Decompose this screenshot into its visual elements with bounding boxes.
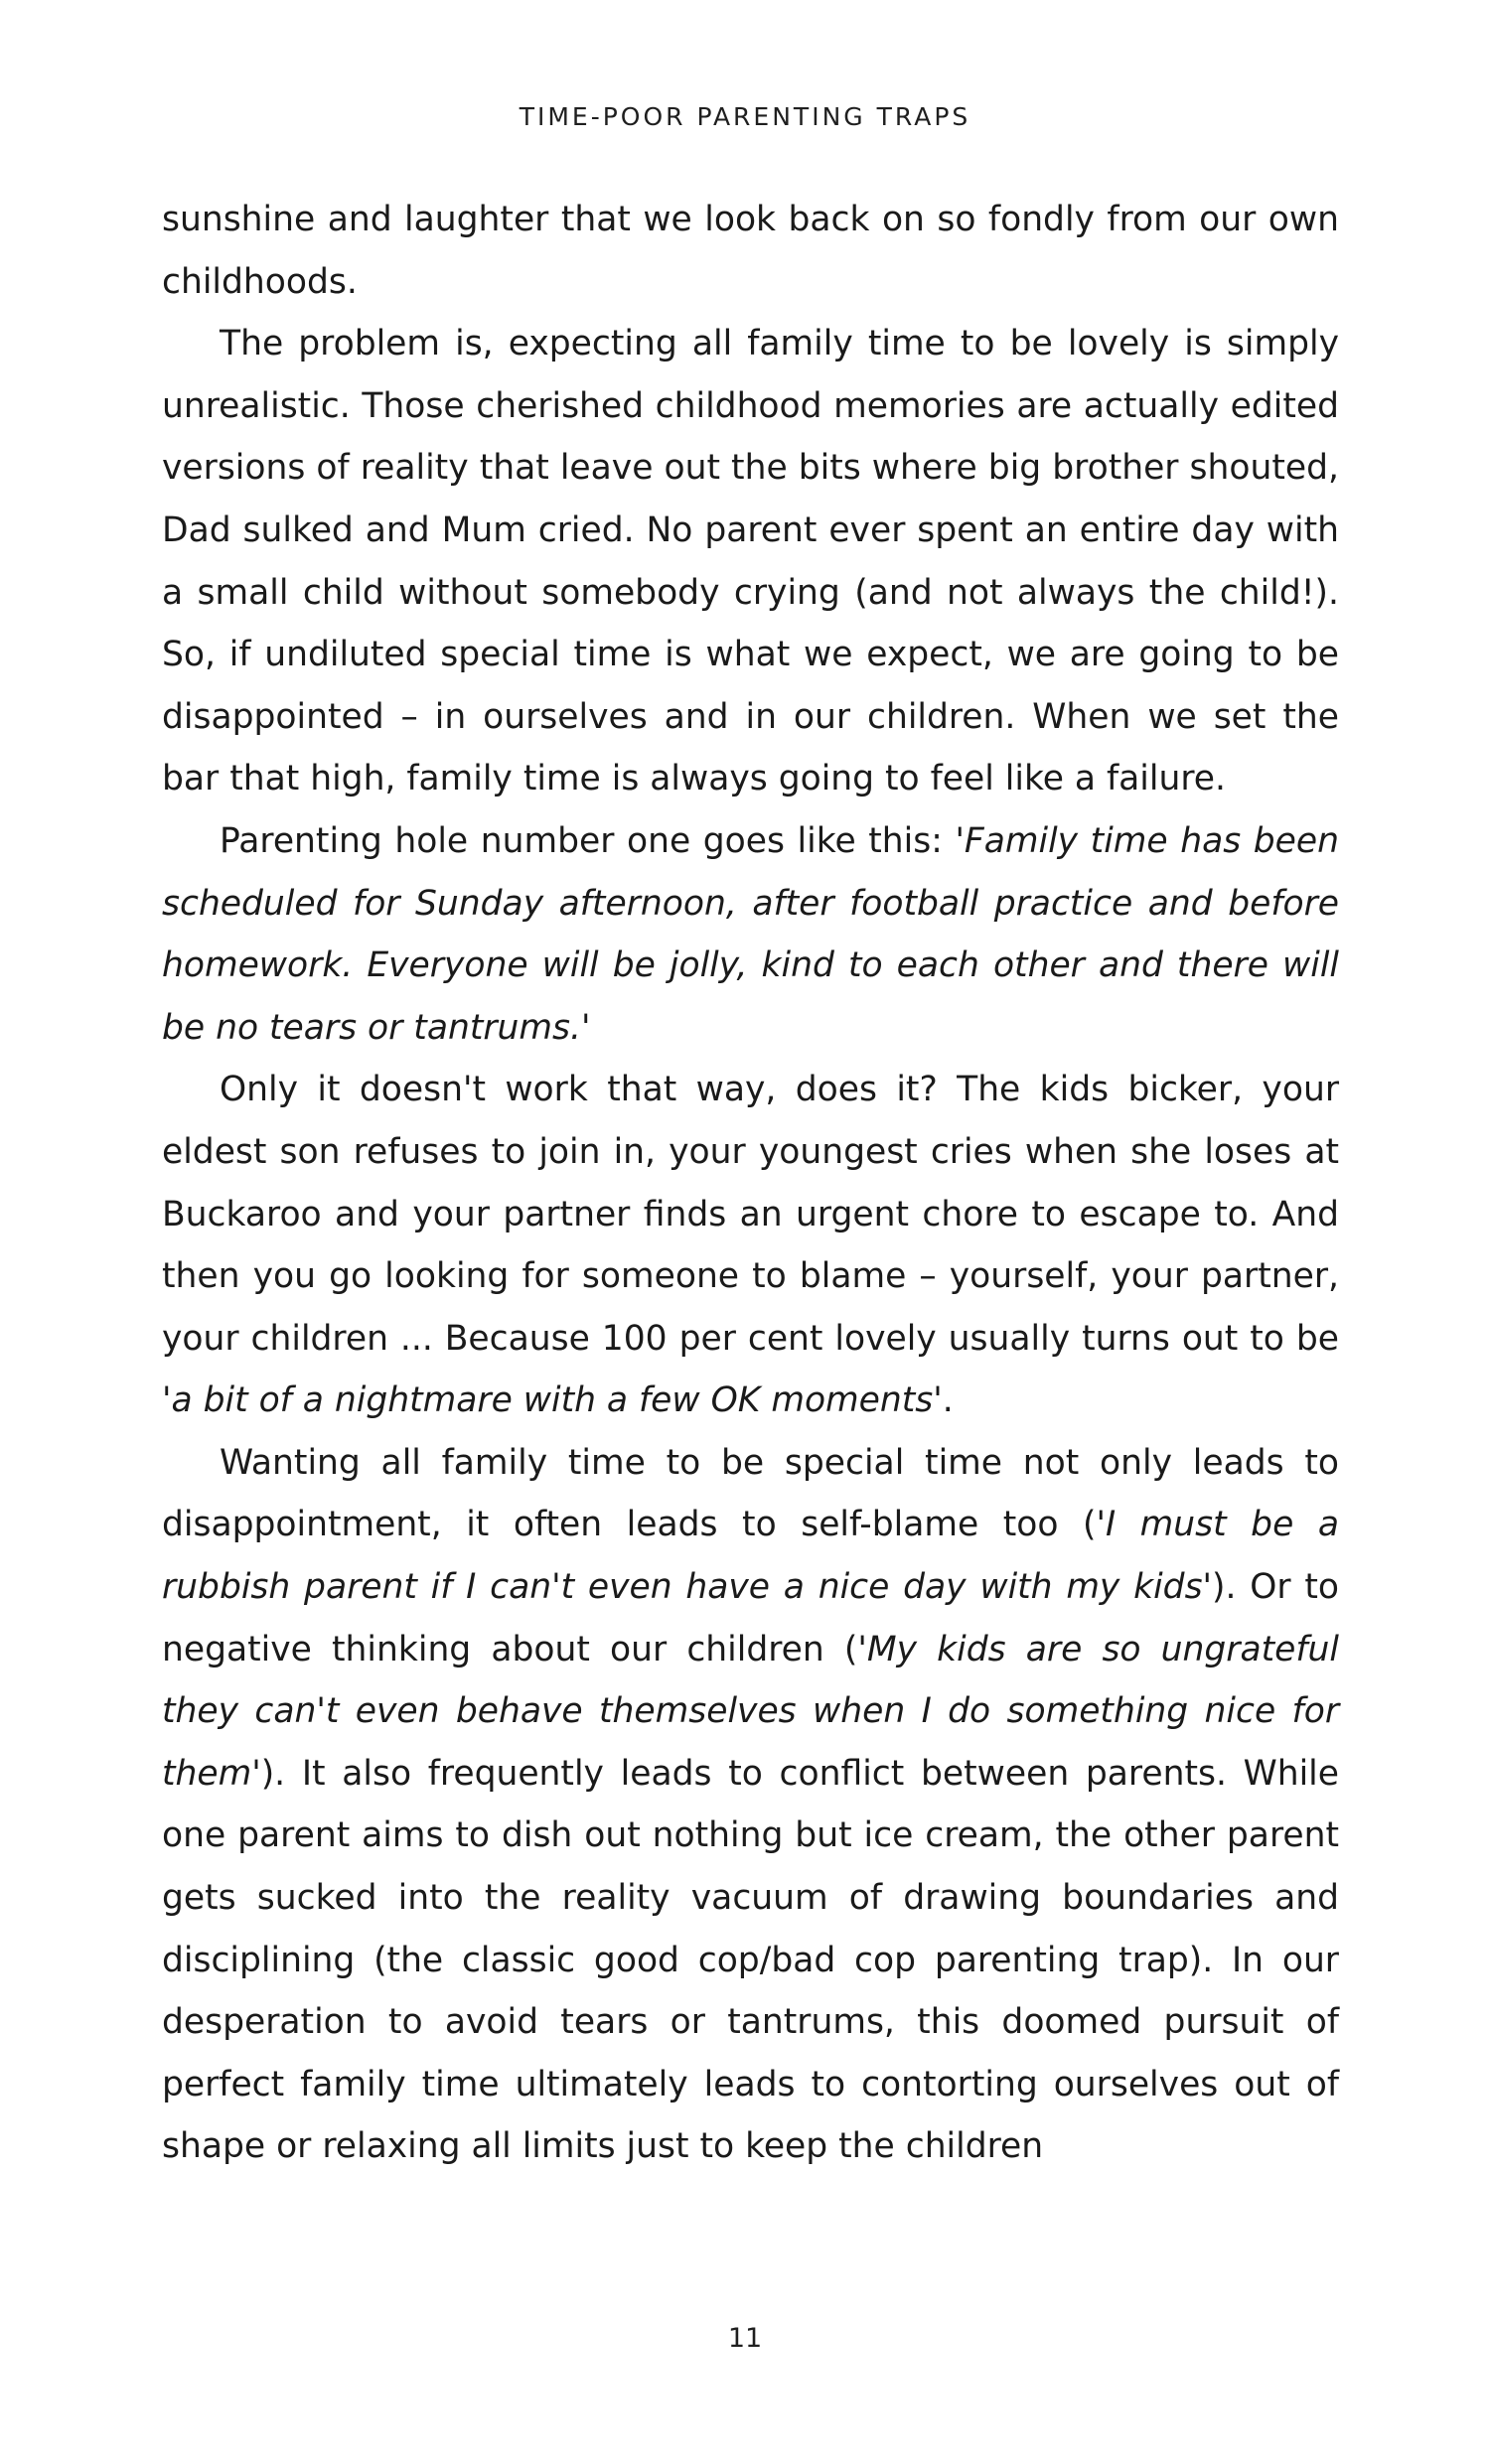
paragraph-4 bbox=[162, 1059, 1339, 1432]
paragraph-5-quote-2: 'My kids are so ungrateful they can't even behave themselves when I do something nice for them' bbox=[162, 1629, 1339, 1794]
paragraph-2: The problem is, expecting all family time to be lovely is simply unrealistic. Those cherished childhood memories are actually edited versions of reality that leave out the bits where big brother shouted, Dad sulked and Mum cried. No parent ever spent an entire day with a small child without somebody crying (and not always the child!). So, if undiluted special time is what we expect, we are going to be disappointed – in ourselves and in our children. When we set the bar that high, family time is always going to feel like a failure. bbox=[162, 324, 1339, 799]
paragraph-4-quote: 'a bit of a nightmare with a few OK moments' bbox=[162, 1380, 943, 1421]
paragraph-3 bbox=[162, 810, 1339, 1059]
paragraph-4-text: Only it doesn't work that way, does it? The kids bicker, your eldest son refuses to join in, your youngest cries when she loses at Buckaroo and your partner finds an urgent chore to escape to. And then you go looking for someone to blame – yourself, your partner, your children ... Because 100 per cent lovely usually turns out to be bbox=[162, 1070, 1339, 1359]
paragraph-5-part-a: Wanting all family time to be special time not only leads to disappointment, it often leads to self-blame too ( bbox=[162, 1442, 1339, 1545]
paragraph-3-lead: Parenting hole number one goes like this: bbox=[220, 820, 956, 861]
paragraph-3-quote: 'Family time has been scheduled for Sunday afternoon, after football practice and before homework. Everyone will be jolly, kind to each other and there will be no tears or tantrums.' bbox=[162, 820, 1339, 1048]
paragraph-5 bbox=[162, 1432, 1339, 2178]
paragraph-5-part-c: ). It also frequently leads to conflict between parents. While one parent aims to dish out nothing but ice cream, the other parent gets sucked into the reality vacuum of drawing boundaries and disciplining (the classic good cop/bad cop parenting trap). In our desperation to avoid tears or tantrums, this doomed pursuit of perfect family time ultimately leads to contorting ourselves out of shape or relaxing all limits just to keep the children bbox=[162, 1753, 1339, 2167]
paragraph-5-quote-1: 'I must be a rubbish parent if I can't even have a nice day with my kids' bbox=[162, 1505, 1339, 1608]
body-text bbox=[162, 189, 1339, 2178]
page-number: 11 bbox=[727, 2323, 763, 2354]
paragraph-4-end: . bbox=[942, 1380, 954, 1421]
paragraph-1: sunshine and laughter that we look back on so fondly from our own childhoods. bbox=[162, 200, 1339, 302]
paragraph-5-part-b: ). Or to negative thinking about our children ( bbox=[162, 1567, 1339, 1669]
running-head: TIME-POOR PARENTING TRAPS bbox=[519, 102, 971, 131]
